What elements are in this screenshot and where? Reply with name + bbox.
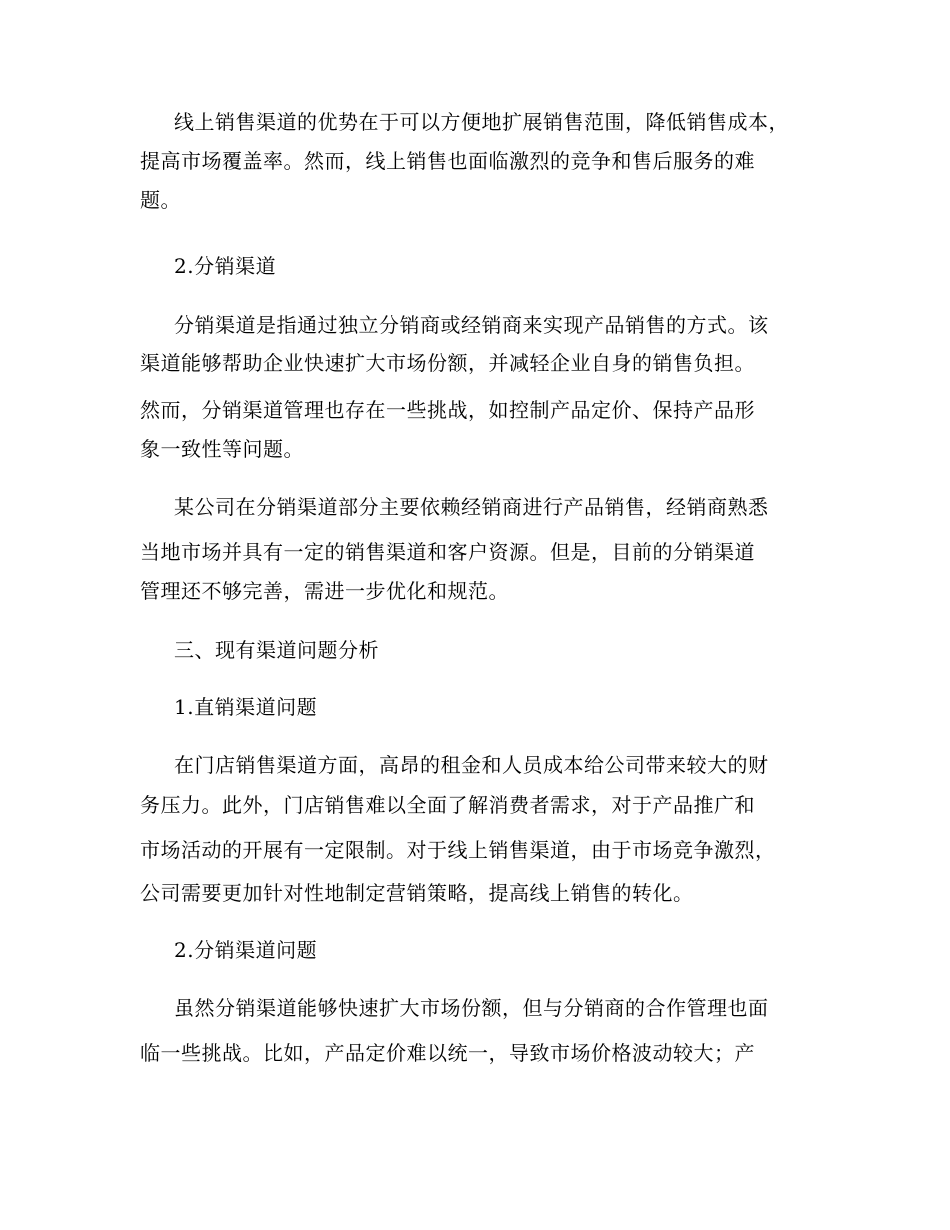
paragraph-line: 务压力。此外，门店销售难以全面了解消费者需求，对于产品推广和 xyxy=(140,793,755,817)
paragraph-line: 象一致性等问题。 xyxy=(140,437,304,461)
paragraph-line: 虽然分销渠道能够快速扩大市场份额，但与分销商的合作管理也面 xyxy=(174,996,769,1020)
paragraph-line: 某公司在分销渠道部分主要依赖经销商进行产品销售，经销商熟悉 xyxy=(174,495,769,519)
section-heading: 1.直销渠道问题 xyxy=(174,695,318,719)
paragraph-line: 线上销售渠道的优势在于可以方便地扩展销售范围，降低销售成本， xyxy=(174,110,789,134)
paragraph-line: 管理还不够完善，需进一步优化和规范。 xyxy=(140,579,509,603)
paragraph-line: 渠道能够帮助企业快速扩大市场份额，并减轻企业自身的销售负担。 xyxy=(140,351,755,375)
paragraph-line: 市场活动的开展有一定限制。对于线上销售渠道，由于市场竞争激烈， xyxy=(140,838,776,862)
paragraph-line: 公司需要更加针对性地制定营销策略，提高线上销售的转化。 xyxy=(140,881,694,905)
paragraph-line: 然而，分销渠道管理也存在一些挑战，如控制产品定价、保持产品形 xyxy=(140,398,755,422)
paragraph-line: 临一些挑战。比如，产品定价难以统一，导致市场价格波动较大；产 xyxy=(140,1041,755,1065)
chapter-heading: 三、现有渠道问题分析 xyxy=(174,638,379,662)
paragraph-line: 提高市场覆盖率。然而，线上销售也面临激烈的竞争和售后服务的难 xyxy=(140,149,755,173)
paragraph-line: 当地市场并具有一定的销售渠道和客户资源。但是，目前的分销渠道 xyxy=(140,540,755,564)
section-heading: 2.分销渠道问题 xyxy=(174,938,318,962)
paragraph-line: 题。 xyxy=(140,188,181,212)
paragraph-line: 在门店销售渠道方面，高昂的租金和人员成本给公司带来较大的财 xyxy=(174,753,769,777)
paragraph-line: 分销渠道是指通过独立分销商或经销商来实现产品销售的方式。该 xyxy=(174,313,769,337)
section-heading: 2.分销渠道 xyxy=(174,254,277,278)
